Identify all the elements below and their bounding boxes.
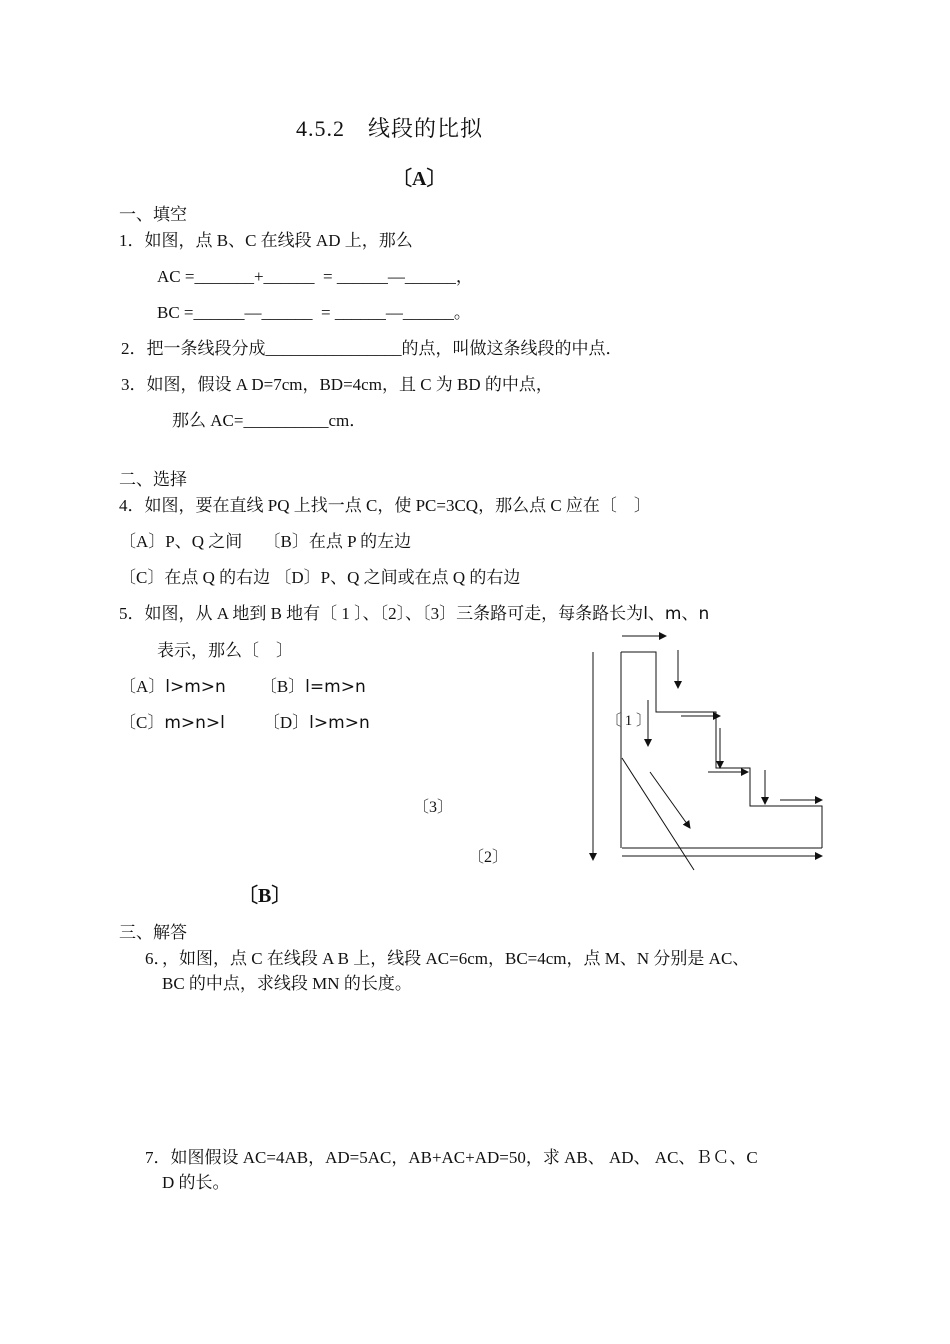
option-a-value: l>m>n (165, 677, 226, 697)
question-1-line-1: AC =_______+______ = ______—______， (157, 267, 473, 286)
route-3-diagonal-arrow (650, 772, 690, 828)
part3-heading: 三、解答 (119, 923, 187, 942)
question-7-line-2: D 的长。 (162, 1173, 230, 1192)
question-6-line-2: BC 的中点，求线段 MN 的长度。 (162, 974, 412, 993)
question-4-options-1: 〔A〕P、Q 之间 〔B〕在点 P 的左边 (119, 532, 412, 551)
part1-heading: 一、填空 (119, 205, 187, 224)
option-d-label: 〔D〕 (262, 713, 310, 732)
figure-label-route-3: 〔3〕 (413, 799, 454, 816)
section-a-heading: 〔A〕 (392, 168, 447, 190)
question-1-line-2: BC =______—______ = ______—______。 (157, 303, 471, 322)
figure-label-route-1: 〔 1 〕 (606, 713, 652, 729)
question-3-line-2: 那么 AC=__________cm． (172, 411, 367, 430)
option-a-label: 〔A〕 (119, 677, 166, 696)
route-3-diagonal-line (622, 758, 694, 870)
part2-heading: 二、选择 (119, 470, 187, 489)
question-4: 4．如图，要在直线 PQ 上找一点 C，使 PC=3CQ，那么点 C 应在〔 〕 (119, 496, 651, 515)
question-1: 1．如图，点 B、C 在线段 AD 上，那么 (119, 231, 413, 250)
question-2: 2．把一条线段分成________________的点，叫做这条线段的中点． (121, 339, 623, 358)
question-3: 3．如图，假设 A D=7cm，BD=4cm，且 C 为 BD 的中点， (121, 375, 553, 394)
option-c-value: m>n>l (164, 713, 225, 733)
section-b-heading: 〔B〕 (238, 885, 292, 907)
page-title: 4.5.2 线段的比拟 (296, 116, 484, 141)
question-7-line-1: 7．如图假设 AC=4AB，AD=5AC，AB+AC+AD=50，求 AB、 AD、 AC、ＢＣ、C (145, 1148, 758, 1167)
question-6-line-1: 6．，如图，点 C 在线段 A B 上，线段 AC=6cm，BC=4cm，点 M、N 分别是 AC、 (145, 949, 750, 968)
question-5-vars: l、m、n (643, 604, 710, 624)
option-c-label: 〔C〕 (119, 713, 165, 732)
question-4-options-2: 〔C〕在点 Q 的右边 〔D〕P、Q 之间或在点 Q 的右边 (119, 568, 521, 587)
option-b-value: l=m>n (305, 677, 366, 697)
route-1-outline (621, 652, 822, 848)
option-d-value: l>m>n (309, 713, 370, 733)
option-b-label: 〔B〕 (259, 677, 306, 696)
figure-label-route-2: 〔2〕 (468, 849, 509, 866)
question-5-line-2: 表示，那么〔 〕 (157, 641, 293, 660)
question-5-text: 5．如图，从 A 地到 B 地有〔 1 〕、〔2〕、〔3〕三条路可走，每条路长为 (119, 604, 644, 623)
